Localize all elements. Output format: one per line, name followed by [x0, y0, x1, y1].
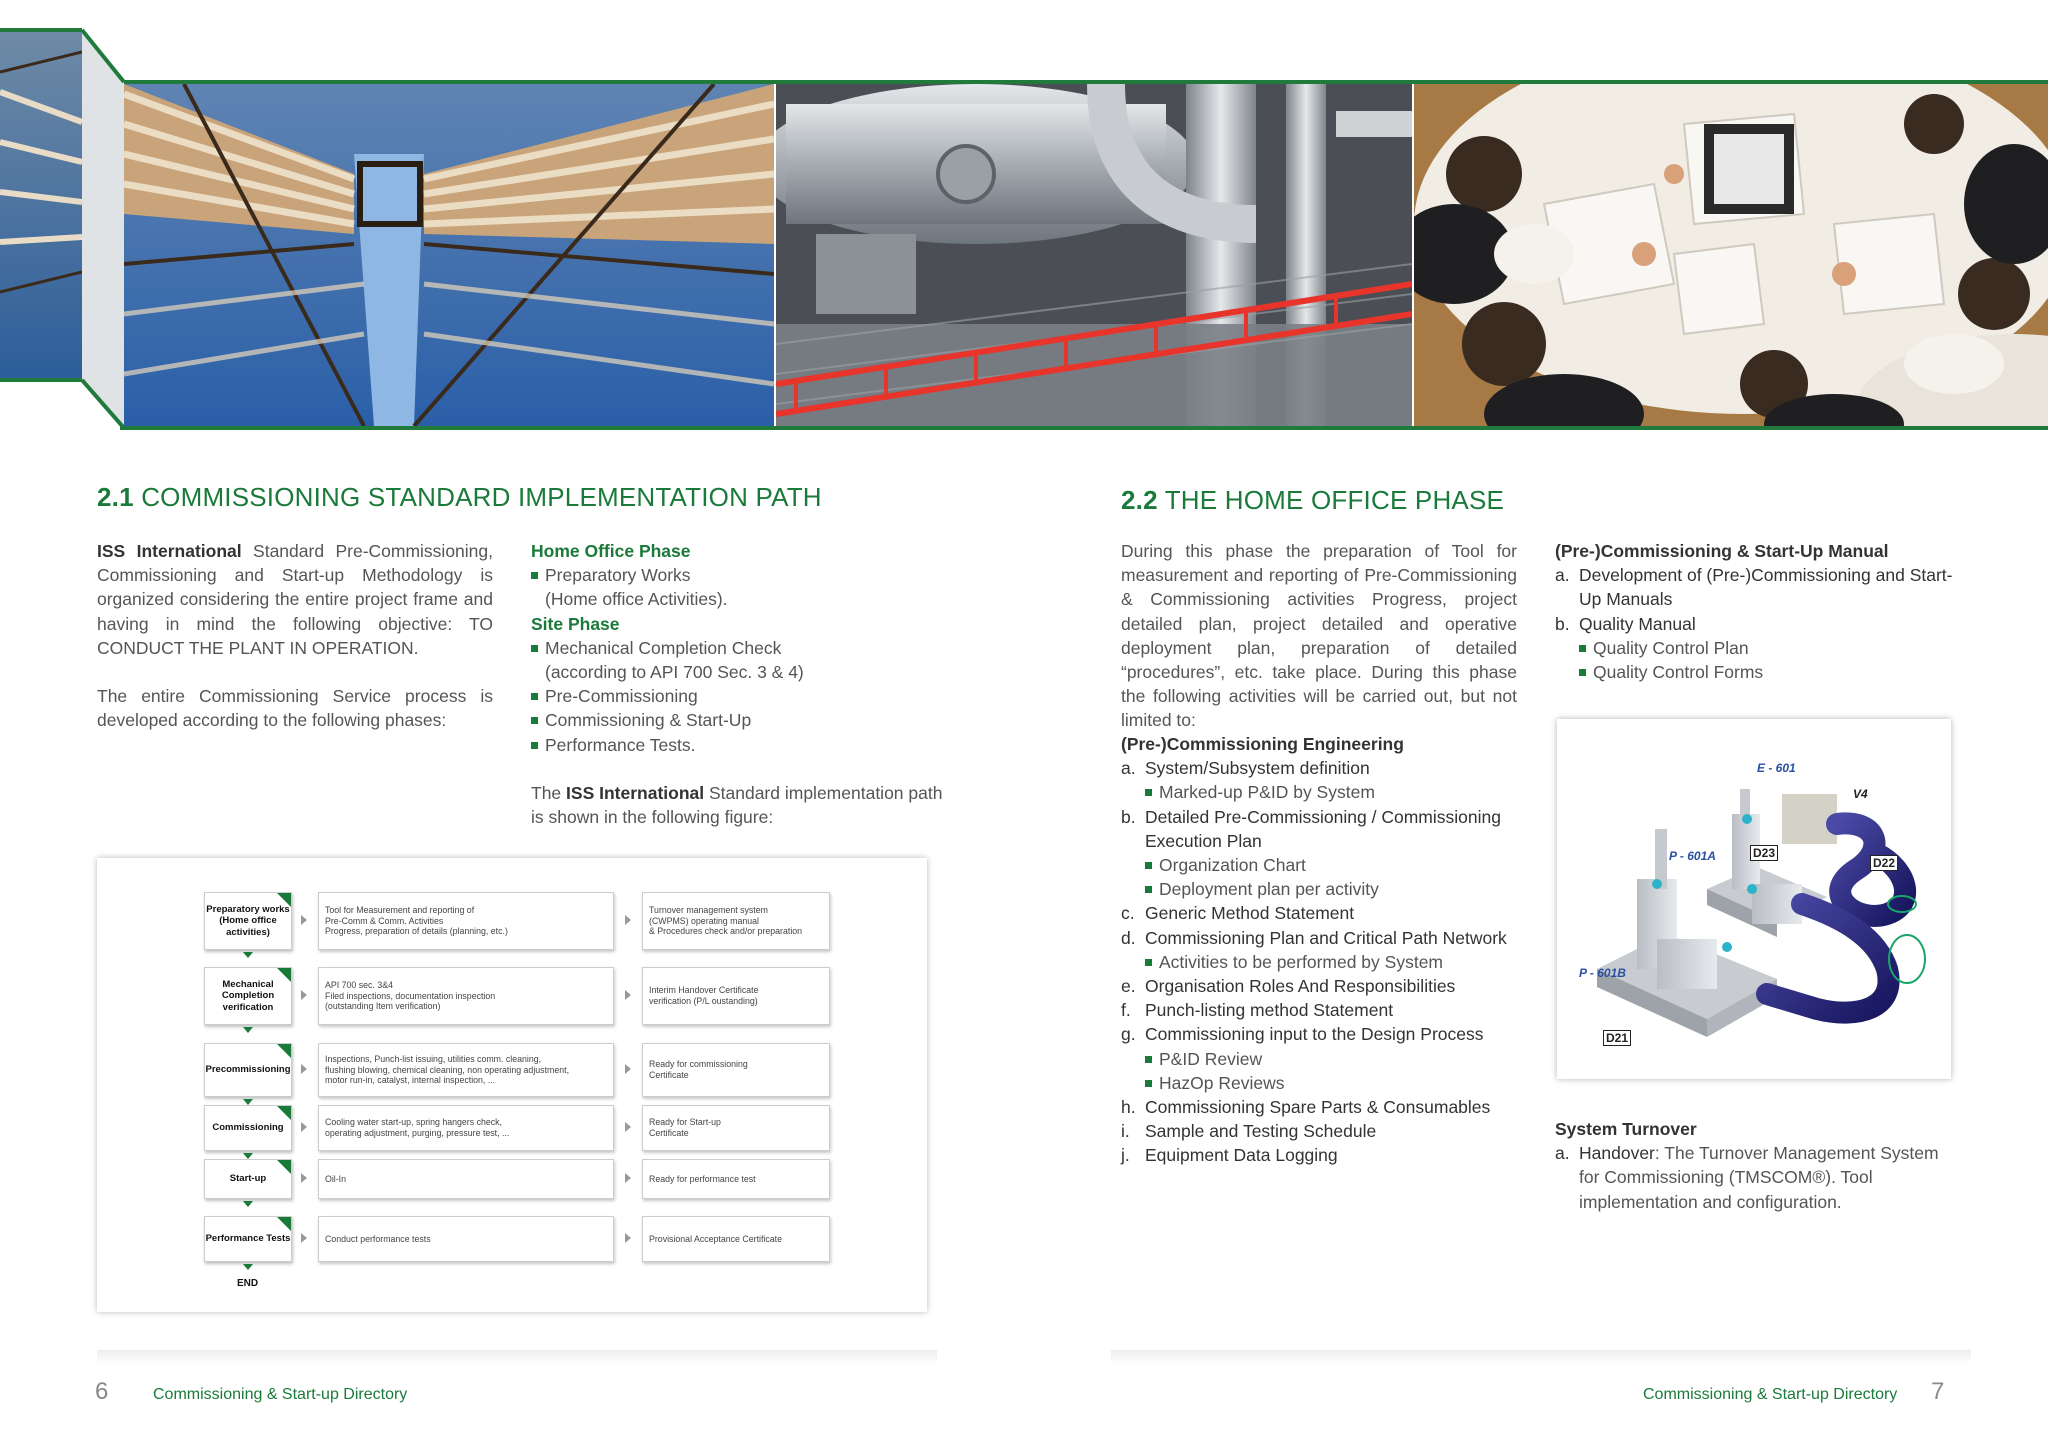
- intro-paragraph: [97, 539, 493, 660]
- turnover-title: System Turnover: [1555, 1119, 1697, 1139]
- arrow-right-icon: [301, 1173, 307, 1183]
- arrow-right-icon: [625, 990, 631, 1000]
- sub-list-item: Activities to be performed by System: [1121, 950, 1521, 974]
- flow-output-text: Provisional Acceptance Certificate: [649, 1233, 782, 1244]
- system-turnover: [1555, 1117, 1955, 1214]
- list-item: h. Commissioning Spare Parts & Consumables: [1121, 1097, 1491, 1118]
- section-title: THE HOME OFFICE PHASE: [1164, 485, 1505, 515]
- tag-label: P - 601B: [1579, 966, 1626, 980]
- flow-activity-text: Tool for Measurement and reporting of Pre-Comm & Comm. Activities Progress, preparation of details (planning, etc.): [325, 905, 508, 937]
- flow-output-cell: [642, 892, 830, 950]
- flow-output-text: Turnover management system (CWPMS) operating manual & Procedures check and/or preparation: [649, 905, 803, 937]
- list-item: j. Equipment Data Logging: [1121, 1145, 1338, 1166]
- phase-item-cont: (according to API 700 Sec. 3 & 4): [545, 662, 804, 683]
- business-meeting-photo: [1414, 84, 2048, 426]
- flow-output-cell: [642, 1043, 830, 1097]
- flow-output-text: Ready for Start-up Certificate: [649, 1117, 721, 1138]
- tag-label: D22: [1870, 855, 1898, 871]
- implementation-path-figure: [97, 858, 927, 1312]
- flow-activity-text: Inspections, Punch-list issuing, utilities comm. cleaning, flushing blowing, chemical cleaning, non operating adjustment, motor run-in, catalyst, internal inspection, ...: [325, 1054, 570, 1086]
- intro-p1: Standard Pre-Commissioning, Commissioning and Start-up Methodology is organized considering the entire project frame and having in mind the following objective: TO CONDUCT THE PLANT IN OPERATION.: [97, 541, 494, 658]
- phase-item: Performance Tests.: [531, 733, 951, 757]
- arrow-right-icon: [301, 915, 307, 925]
- footer-divider: [97, 1350, 937, 1364]
- flow-activity-cell: [318, 1159, 614, 1199]
- footer-title-right: Commissioning & Start-up Directory: [1643, 1386, 1898, 1403]
- phase-item: Pre-Commissioning: [531, 684, 951, 708]
- stage-corner-mark: [277, 968, 291, 982]
- flow-stage: Precommissioning: [204, 1043, 292, 1097]
- home-office-phase-title: Home Office Phase: [531, 541, 691, 561]
- list-item: f. Punch-listing method Statement: [1121, 1000, 1394, 1021]
- flow-activity-text: API 700 sec. 3&4 Filed inspections, documentation inspection (outstanding Item verification): [325, 980, 496, 1012]
- intro-p2: The entire Commissioning Service process is developed according to the following phases:: [97, 686, 493, 731]
- stage-corner-mark: [277, 893, 291, 907]
- flow-activity-text: Cooling water start-up, spring hangers check, operating adjustment, purging, pressure test, ...: [325, 1117, 510, 1138]
- list-item: i. Sample and Testing Schedule: [1121, 1121, 1377, 1142]
- list-item: b. Quality Manual: [1555, 613, 1696, 634]
- flow-stage: Performance Tests: [204, 1216, 292, 1262]
- flow-output-cell: [642, 967, 830, 1025]
- sub-list-item: HazOp Reviews: [1121, 1071, 1521, 1095]
- list-item: g. Commissioning input to the Design Process: [1121, 1024, 1484, 1045]
- arrow-right-icon: [301, 1122, 307, 1132]
- phase-item: Preparatory Works: [531, 563, 951, 587]
- list-item: b. Detailed Pre-Commissioning / Commissioning Execution Plan: [1121, 806, 1501, 851]
- footer-title-left: Commissioning & Start-up Directory: [153, 1386, 408, 1403]
- engineering-title: (Pre-)Commissioning Engineering: [1121, 734, 1404, 754]
- flow-output-cell: [642, 1159, 830, 1199]
- arrow-down-icon: [243, 1264, 253, 1270]
- plant-3d-illustration: [1557, 719, 1951, 1079]
- stage-corner-mark: [277, 1106, 291, 1120]
- tag-label: V4: [1853, 787, 1868, 801]
- phase-item: Mechanical Completion Check: [531, 636, 951, 660]
- flow-activity-cell: [318, 1105, 614, 1151]
- tag-label: P - 601A: [1669, 849, 1716, 863]
- manual-list: [1555, 539, 1955, 684]
- stage-corner-mark: [277, 1217, 291, 1231]
- stage-corner-mark: [277, 1044, 291, 1058]
- stage-corner-mark: [277, 1160, 291, 1174]
- footer-divider: [1111, 1350, 1971, 1364]
- arrow-right-icon: [625, 1173, 631, 1183]
- header-banner: [0, 0, 2048, 440]
- flow-activity-text: Conduct performance tests: [325, 1233, 431, 1244]
- arrow-right-icon: [301, 990, 307, 1000]
- flow-activity-text: Oil-In: [325, 1173, 347, 1184]
- arrow-right-icon: [625, 1064, 631, 1074]
- flow-output-text: Interim Handover Certificate verification (P/L oustanding): [649, 985, 759, 1006]
- arrow-right-icon: [625, 915, 631, 925]
- sub-list-item: Quality Control Plan: [1555, 636, 1955, 660]
- arrow-down-icon: [243, 1027, 253, 1033]
- figure-intro: The ISS International Standard implementation path is shown in the following figure:: [531, 782, 943, 828]
- list-item: c. Generic Method Statement: [1121, 903, 1355, 924]
- intro-text: [97, 539, 493, 732]
- tag-label: D23: [1750, 845, 1778, 861]
- flow-end-label: END: [237, 1278, 259, 1289]
- phase-item-cont: (Home office Activities).: [545, 589, 728, 610]
- arrow-right-icon: [625, 1233, 631, 1243]
- list-item: a. Development of (Pre-)Commissioning and Start-Up Manuals: [1555, 565, 1953, 610]
- phases-list: [531, 539, 951, 829]
- home-office-intro: During this phase the preparation of Tool for measurement and reporting of Pre-Commissioning & Commissioning activities Progress, project detailed plan, project detailed and operative deployment plan, preparation of detailed “procedures”, etc. take place. During this phase the following activities will be carried out, but not limited to:: [1121, 541, 1517, 731]
- phase-item: Commissioning & Start-Up: [531, 708, 951, 732]
- sub-list-item: P&ID Review: [1121, 1047, 1521, 1071]
- list-item: a. System/Subsystem definition: [1121, 758, 1370, 779]
- flow-activity-cell: [318, 892, 614, 950]
- flow-stage: Mechanical Completion verification: [204, 967, 292, 1025]
- drilling-rig-photo-edge: [0, 32, 82, 378]
- engineering-list: [1121, 732, 1521, 1168]
- arrow-down-icon: [243, 1201, 253, 1207]
- section-heading-2-1: [97, 482, 822, 513]
- flow-activity-cell: [318, 1216, 614, 1262]
- sub-list-item: Organization Chart: [1121, 853, 1521, 877]
- section-title: COMMISSIONING STANDARD IMPLEMENTATION PATH: [141, 482, 822, 512]
- list-item: e. Organisation Roles And Responsibilities: [1121, 976, 1456, 997]
- arrow-right-icon: [301, 1233, 307, 1243]
- tag-label: E - 601: [1757, 761, 1796, 775]
- drilling-rig-photo: [124, 84, 774, 426]
- flow-output-cell: [642, 1216, 830, 1262]
- site-phase-title: Site Phase: [531, 613, 620, 634]
- arrow-right-icon: [301, 1064, 307, 1074]
- list-item: a. Handover: The Turnover Management System for Commissioning (TMSCOM®). Tool implementation and configuration.: [1555, 1143, 1939, 1212]
- flow-output-text: Ready for performance test: [649, 1173, 756, 1184]
- section-number: 2.1: [97, 482, 134, 512]
- flow-output-cell: [642, 1105, 830, 1151]
- flow-activity-cell: [318, 967, 614, 1025]
- sub-list-item: Quality Control Forms: [1555, 660, 1955, 684]
- flow-output-text: Ready for commissioning Certificate: [649, 1059, 748, 1080]
- tag-label: D21: [1603, 1030, 1631, 1046]
- banner-frame-line: [120, 426, 2048, 430]
- flow-stage: Start-up: [204, 1159, 292, 1199]
- sub-list-item: Marked-up P&ID by System: [1121, 780, 1521, 804]
- flow-activity-cell: [318, 1043, 614, 1097]
- process-plant-photo: [776, 84, 1412, 426]
- arrow-right-icon: [625, 1122, 631, 1132]
- arrow-down-icon: [243, 952, 253, 958]
- page-number-right: 7: [1931, 1378, 1945, 1405]
- flow-stage: Preparatory works (Home office activities): [204, 892, 292, 950]
- section-heading-2-2: [1121, 485, 1504, 516]
- list-item: d. Commissioning Plan and Critical Path Network: [1121, 927, 1507, 948]
- flow-stage: Commissioning: [204, 1105, 292, 1151]
- manual-title: (Pre-)Commissioning & Start-Up Manual: [1555, 541, 1889, 561]
- page-number-left: 6: [95, 1378, 109, 1405]
- sub-list-item: Deployment plan per activity: [1121, 877, 1521, 901]
- section-number: 2.2: [1121, 485, 1158, 515]
- company-name: ISS International: [97, 541, 242, 561]
